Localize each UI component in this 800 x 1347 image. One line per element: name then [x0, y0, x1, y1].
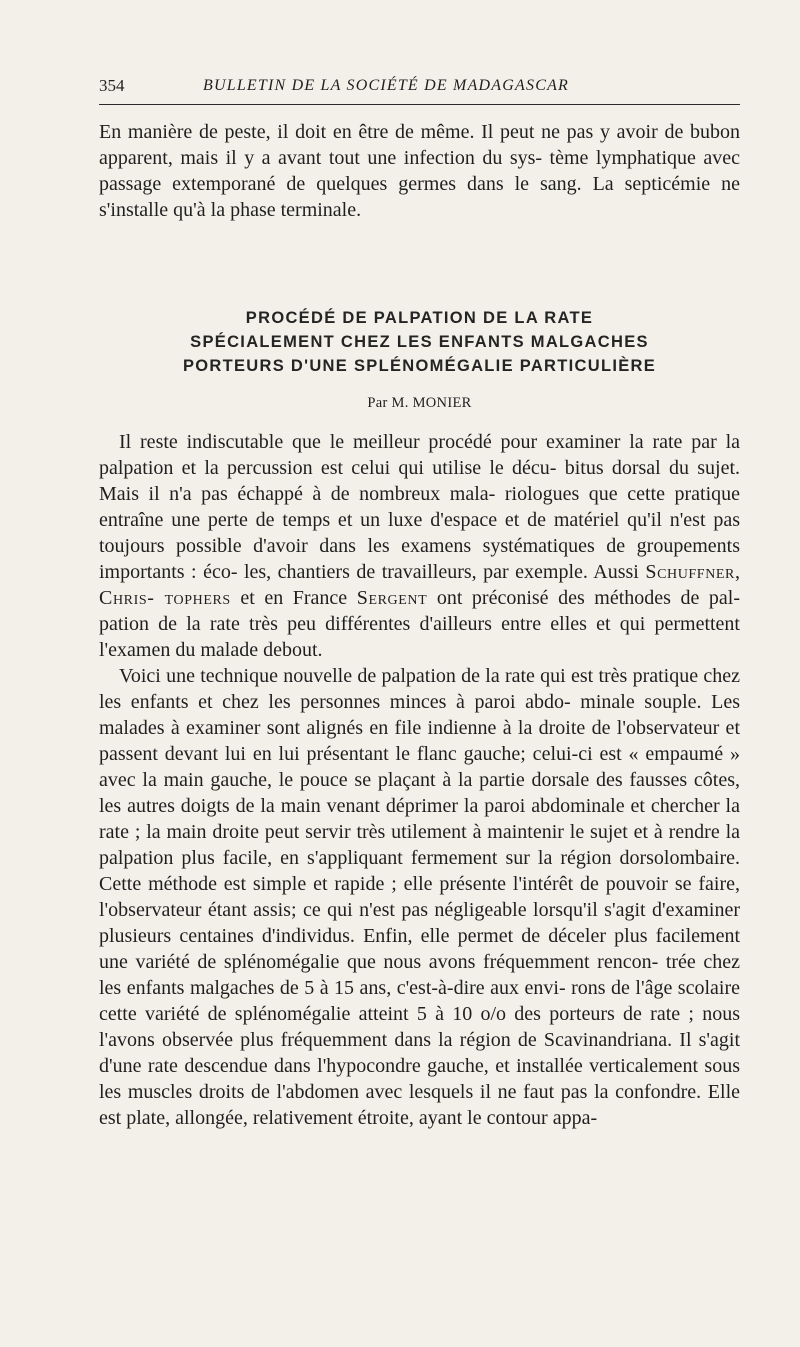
paragraph-text: ont préconisé des méthodes de pal- pation de la rate très peu différentes d'ailleurs entre elles et qui permettent l'examen du malade debout. [99, 587, 741, 661]
header-rule [99, 104, 740, 105]
continued-paragraph-block [99, 119, 740, 223]
page-number: 354 [99, 76, 125, 95]
article-title-line: PORTEURS D'UNE SPLÉNOMÉGALIE PARTICULIÈRE [182, 357, 657, 375]
article-title-line: PROCÉDÉ DE PALPATION DE LA RATE [245, 309, 594, 327]
article-body [99, 429, 740, 1131]
continued-paragraph: En manière de peste, il doit en être de même. Il peut ne pas y avoir de bubon apparent, mais il y a avant tout une infection du sys- tème lymphatique avec passage extemporané de quelques germes dans le sang. La septicémie ne s'installe qu'à la phase terminale. [99, 121, 740, 221]
page-header [99, 76, 739, 98]
paragraph-text: et en France [230, 587, 357, 609]
author-name: Sergent [356, 587, 428, 609]
article-title-line: SPÉCIALEMENT CHEZ LES ENFANTS MALGACHES [190, 333, 649, 351]
body-paragraph-1 [99, 429, 740, 663]
article-title [99, 306, 740, 378]
body-paragraph-2: Voici une technique nouvelle de palpation de la rate qui est très pratique chez les enfants et chez les personnes minces à paroi abdo- minale souple. Les malades à examiner sont alignés en file indienne à la droite de l'observateur et passent devant lui en lui présentant le flanc gauche; celui-ci est « empaumé » avec la main gauche, le pouce se plaçant à la partie dorsale des fausses côtes, les autres doigts de la main venant déprimer la paroi abdominale et chercher la rate ; la main droite peut servir très utilement à maintenir le sujet et à rendre la palpation plus facile, en s'appliquant fermement sur la région dorsolombaire. Cette méthode est simple et rapide ; elle présente l'intérêt de pouvoir se faire, l'observateur étant assis; ce qui n'est pas négligeable lorsqu'il s'agit d'examiner plusieurs centaines d'individus. Enfin, elle permet de déceler plus facilement une variété de splénomégalie que nous avons fréquemment rencon- trée chez les enfants malgaches de 5 à 15 ans, c'est-à-dire aux envi- rons de l'âge scolaire cette variété de splénomégalie atteint 5 à 10 o/o des porteurs de rate ; nous l'avons observée plus fréquemment dans la région de Scavinandriana. Il s'agit d'une rate descendue dans l'hypocondre gauche, et installée verticalement sous les muscles droits de l'abdomen avec lesquels il ne faut pas la confondre. Elle est plate, allongée, relativement étroite, ayant le contour appa- [99, 665, 740, 1129]
paragraph-text: , [735, 561, 740, 583]
running-title: BULLETIN DE LA SOCIÉTÉ DE MADAGASCAR [203, 77, 570, 94]
article-byline: Par M. MONIER [367, 395, 472, 411]
author-name: Schuffner [645, 561, 735, 583]
author-name: Chris- tophers [99, 587, 231, 609]
paragraph-text: Il reste indiscutable que le meilleur procédé pour examiner la rate par la palpation et la percussion est celui qui utilise le décu- bitus dorsal du sujet. Mais il n'a pas échappé à de nombreux mala- riologues que cette pratique entraîne une perte de temps et un luxe d'espace et de matériel qu'il n'est pas toujours possible d'avoir dans les examens systématiques de groupements importants : éco- les, chantiers de travailleurs, par exemple. Aussi [99, 431, 740, 583]
